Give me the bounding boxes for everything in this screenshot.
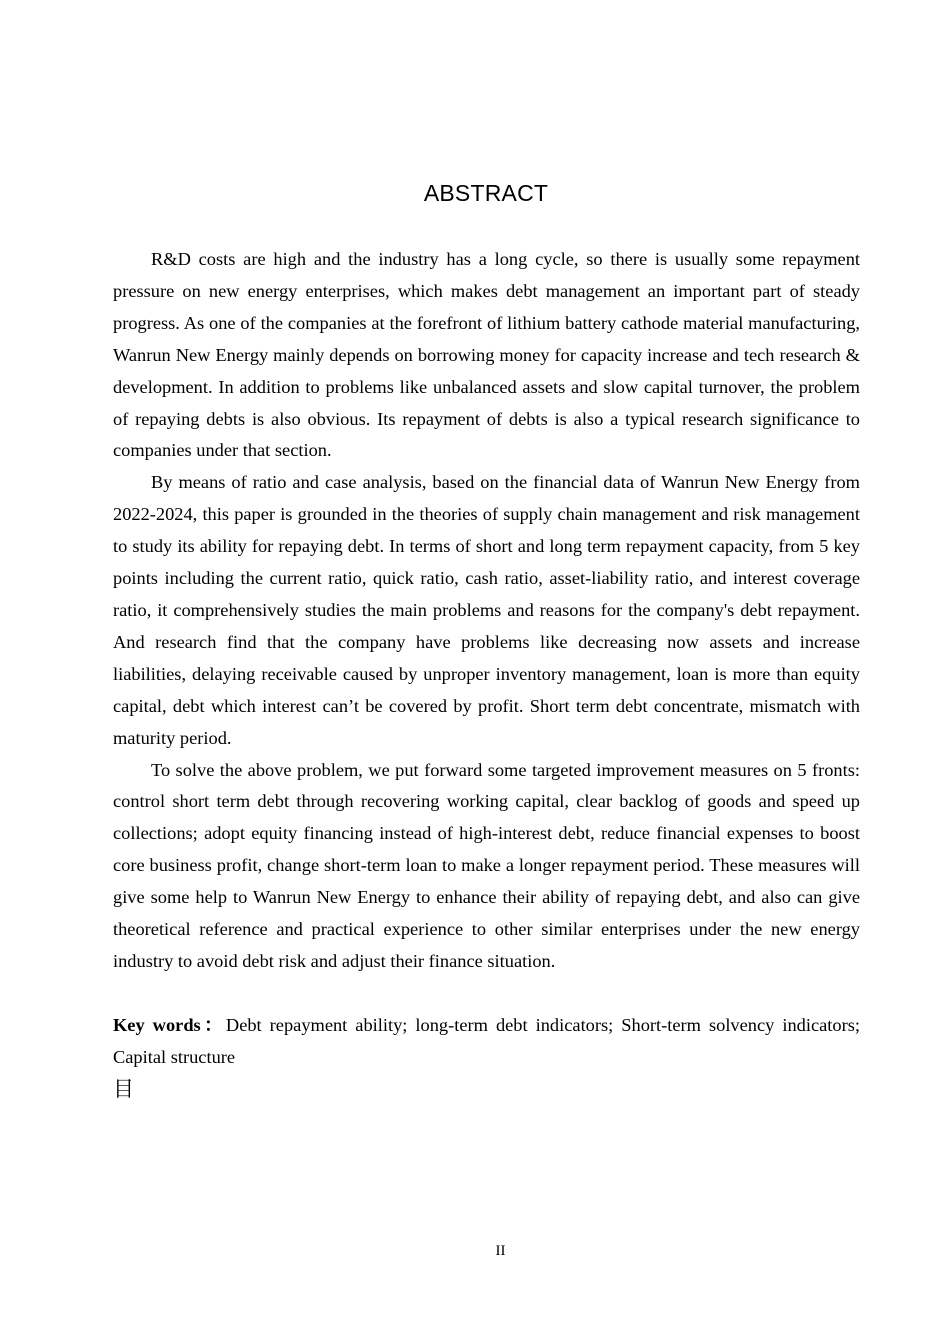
keywords-line <box>113 1010 860 1074</box>
abstract-paragraph-2: By means of ratio and case analysis, based on the financial data of Wanrun New Energy from 2022-2024, this paper is grounded in the theories of supply chain management and risk management to study its ability for repaying debt. In terms of short and long term repayment capacity, from 5 key points including the current ratio, quick ratio, cash ratio, asset-liability ratio, and interest coverage ratio, it comprehensively studies the main problems and reasons for the company's debt repayment. And research find that the company have problems like decreasing now assets and increase liabilities, delaying receivable caused by unproper inventory management, loan is more than equity capital, debt which interest can’t be covered by profit. Short term debt concentrate, mismatch with maturity period. <box>113 472 860 748</box>
abstract-paragraph-1: R&D costs are high and the industry has a long cycle, so there is usually some repayment pressure on new energy enterprises, which makes debt management an important part of steady progress. As one of the companies at the forefront of lithium battery cathode material manufacturing, Wanrun New Energy mainly depends on borrowing money for capacity increase and tech research & development. In addition to problems like unbalanced assets and slow capital turnover, the problem of repaying debts is also obvious. Its repayment of debts is also a typical research significance to companies under that section. <box>113 249 860 461</box>
toc-heading-fragment: 目 <box>113 1076 134 1101</box>
keywords-text: Debt repayment ability; long-term debt indicators; Short-term solvency indicators; Capital structure <box>113 1014 860 1067</box>
abstract-title: ABSTRACT <box>423 180 549 206</box>
keywords-label: Key words： <box>113 1014 226 1035</box>
abstract-paragraph-3: To solve the above problem, we put forward some targeted improvement measures on 5 fronts: control short term debt through recovering working capital, clear backlog of goods and speed up collections; adopt equity financing instead of high-interest debt, reduce financial expenses to boost core business profit, change short-term loan to make a longer repayment period. These measures will give some help to Wanrun New Energy to enhance their ability of repaying debt, and also can give theoretical reference and practical experience to other similar enterprises under the new energy industry to avoid debt risk and adjust their finance situation. <box>113 759 860 971</box>
abstract-body <box>113 244 860 1102</box>
page-number: II <box>495 1243 506 1259</box>
